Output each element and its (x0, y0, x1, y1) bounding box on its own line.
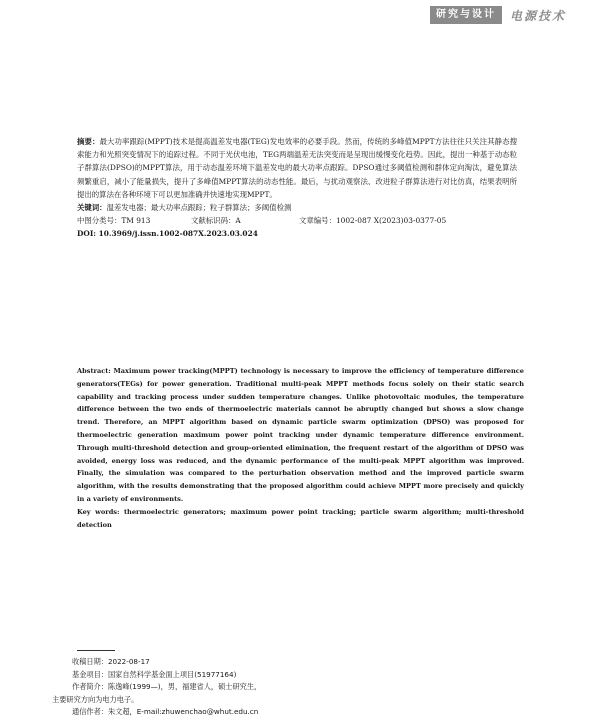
received-date: 收稿日期：2022-08-17 (72, 657, 150, 666)
chinese-keywords-label: 关键词： (77, 203, 107, 213)
author-bio-line-1: 作者简介：陈逸峰(1999—)，男，福建省人，硕士研究生， (72, 682, 262, 692)
journal-name: 电源技术 (509, 8, 566, 23)
english-keywords-label: Key words: (77, 507, 120, 516)
fund-project: 基金项目：国家自然科学基金面上项目(51977164) (72, 669, 237, 679)
classification-row (77, 214, 517, 227)
footnote-rule (77, 650, 115, 651)
english-abstract-label: Abstract: (77, 367, 111, 375)
chinese-abstract (77, 135, 517, 201)
article-number: 文章编号：1002-087 X(2023)03-0377-05 (299, 216, 447, 226)
footnotes (52, 656, 512, 719)
chinese-keywords-text: 温差发电器；最大功率点跟踪；粒子群算法；多阈值检测 (106, 203, 292, 213)
english-keywords-text: thermoelectric generators; maximum power point tracking; particle swarm algorithm; multi-threshold detection (77, 507, 524, 529)
corresponding-author: 通信作者：朱文超，E-mail:zhuwenchao@whut.edu.cn (72, 707, 259, 717)
running-header (430, 6, 566, 24)
english-abstract (77, 365, 524, 506)
english-abstract-text: Maximum power tracking(MPPT) technology is necessary to improve the efficiency of temperature difference generators(TEGs) for power generation. Traditional multi-peak MPPT methods focus solely on their static search capability and tracking process under sudden temperature changes. Unlike photovoltaic modules, the temperature difference between the two ends of thermoelectric materials cannot be abruptly changed but shows a slow change trend. Therefore, an MPPT algorithm based on dynamic particle swarm optimization (DPSO) was proposed for thermoelectric generation maximum power point tracking under dynamic temperature difference environment. Through multi-threshold detection and group-oriented elimination, the frequent restart of the algorithm of DPSO was avoided, energy loss was reduced, and the dynamic performance of the multi-peak MPPT algorithm was improved. Finally, the simulation was compared to the perturbation observation method and the improved particle swarm algorithm, with the results demonstrating that the proposed algorithm could achieve MPPT more precisely and quickly in a variety of environments. (77, 367, 525, 503)
section-tag: 研究与设计 (430, 6, 502, 24)
chinese-abstract-label: 摘要： (77, 137, 100, 146)
document-code: 文献标识码：A (191, 216, 241, 226)
chinese-abstract-text: 最大功率跟踪(MPPT)技术是提高温差发电器(TEG)发电效率的必要手段。然而，传统的多峰值MPPT方法往往只关注其静态搜索能力和光照突变情况下的追踪过程。不同于光伏电池，TEG两端温差无法突变而是呈现出缓慢变化趋势。因此，提出一种基于动态粒子群算法(DPSO)的MPPT算法，用于动态温差环境下温差发电的最大功率点跟踪。DPSO通过多阈值检测和群体定向淘汰，避免算法频繁重启，减小了能量损失，提升了多峰值MPPT算法的动态性能。最后，与扰动观察法、改进粒子群算法进行对比仿真，结果表明所提出的算法在各种环境下可以更加准确并快速地实现MPPT。 (77, 137, 517, 199)
clc-number: 中图分类号：TM 913 (77, 216, 151, 226)
english-abstract-block (77, 365, 524, 531)
english-keywords (77, 506, 524, 532)
doi: DOI: 10.3969/j.issn.1002-087X.2023.03.024 (77, 229, 258, 239)
chinese-keywords (77, 201, 517, 214)
author-bio-line-2: 主要研究方向为电力电子。 (52, 694, 139, 704)
chinese-abstract-block (77, 135, 517, 241)
